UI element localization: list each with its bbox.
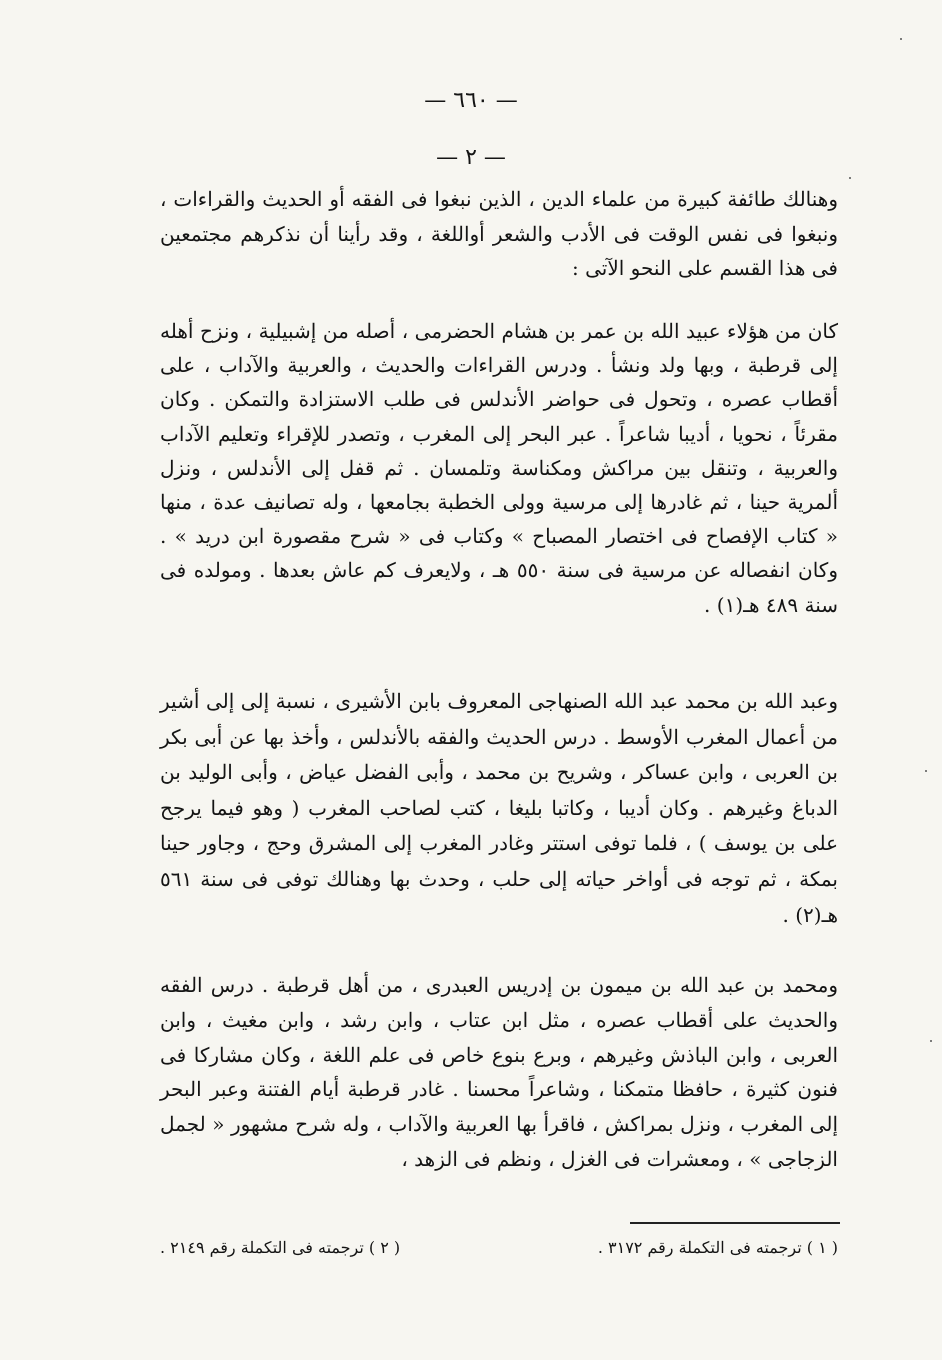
paragraph-text: وهنالك طائفة كبيرة من علماء الدين ، الذين نبغوا فى الفقه أو الحديث والقراءات ، ونبغوا فى نفس الوقت فى الأدب والشعر أواللغة ، وقد رأينا أن نذكرهم مجتمعين فى هذا القسم على النحو الآتى : (160, 187, 838, 280)
paragraph-ubaydallah (160, 314, 838, 622)
paragraph-ibn-al-ashiri (160, 684, 838, 933)
paragraph-text: ومحمد بن عبد الله بن ميمون بن إدريس العبدرى ، من أهل قرطبة . درس الفقه والحديث على أقطاب عصره ، مثل ابن عتاب ، وابن رشد ، وابن مغيث ، وابن العربى ، وابن الباذش وغيرهم ، وبرع بنوع خاص فى علم اللغة ، وكان مشاركا فى فنون كثيرة ، حافظا متمكنا ، وشاعراً محسنا . غادر قرطبة أيام الفتنة وعبر البحر إلى المغرب ، ونزل بمراكش ، فاقرأ بها العربية والآداب ، وله شرح مشهور « لجمل الزجاجى » ، ومعشرات فى الغزل ، ونظم فى الزهد ، (160, 973, 838, 1171)
paragraph-text: وعبد الله بن محمد عبد الله الصنهاجى المعروف بابن الأشيرى ، نسبة إلى إلى أشير من أعمال المغرب الأوسط . درس الحديث والفقه بالأندلس ، وأخذ بها عن أبى بكر بن العربى ، وابن عساكر ، وشريح بن محمد ، وأبى الفضل عياض ، وأبى الوليد بن الدباغ وغيرهم . وكان أديبا ، وكاتبا بليغا ، كتب لصاحب المغرب ( وهو فيما يرجح على بن يوسف ) ، فلما توفى استتر وغادر المغرب إلى المشرق وحج ، وجاور حينا بمكة ، ثم توجه فى أواخر حياته إلى حلب ، وحدث بها وهنالك توفى فى سنة ٥٦١ هـ(٢) . (160, 689, 838, 927)
scan-speck (925, 770, 927, 772)
footnote-divider (630, 1222, 840, 1224)
footnotes (160, 1238, 838, 1257)
footnote-2: ( ٢ ) ترجمته فى التكملة رقم ٢١٤٩ . (160, 1238, 401, 1257)
scan-speck (849, 177, 851, 179)
paragraph-al-abdari (160, 968, 838, 1177)
paragraph-text: كان من هؤلاء عبيد الله بن عمر بن هشام الحضرمى ، أصله من إشبيلية ، ونزح أهله إلى قرطبة ، وبها ولد ونشأ . ودرس القراءات والحديث ، والعربية والآداب ، على أقطاب عصره ، وتحول فى حواضر الأندلس فى طلب الاستزادة والتمكن . وكان مقرئاً ، نحويا ، أديبا شاعراً . عبر البحر إلى المغرب ، وتصدر للإقراء وتعليم الآداب والعربية ، وتنقل بين مراكش ومكناسة وتلمسان . ثم قفل إلى الأندلس ، ونزل ألمرية حينا ، ثم غادرها إلى مرسية وولى الخطبة بجامعها ، وله تصانيف عدة ، منها « كتاب الإفصاح فى اختصار المصباح » وكتاب فى « شرح مقصورة ابن دريد » . وكان انفصاله عن مرسية فى سنة ٥٥٠ هـ ، ولايعرف كم عاش بعدها . ومولده فى سنة ٤٨٩ هـ(١) . (160, 319, 839, 617)
section-number: — ٢ — (436, 145, 506, 170)
scan-speck (930, 1040, 932, 1042)
page-number: — ٦٦٠ — (424, 88, 518, 113)
paragraph-intro (160, 182, 838, 286)
scan-speck (900, 38, 902, 40)
footnote-1: ( ١ ) ترجمته فى التكملة رقم ٣١٧٢ . (597, 1238, 838, 1257)
